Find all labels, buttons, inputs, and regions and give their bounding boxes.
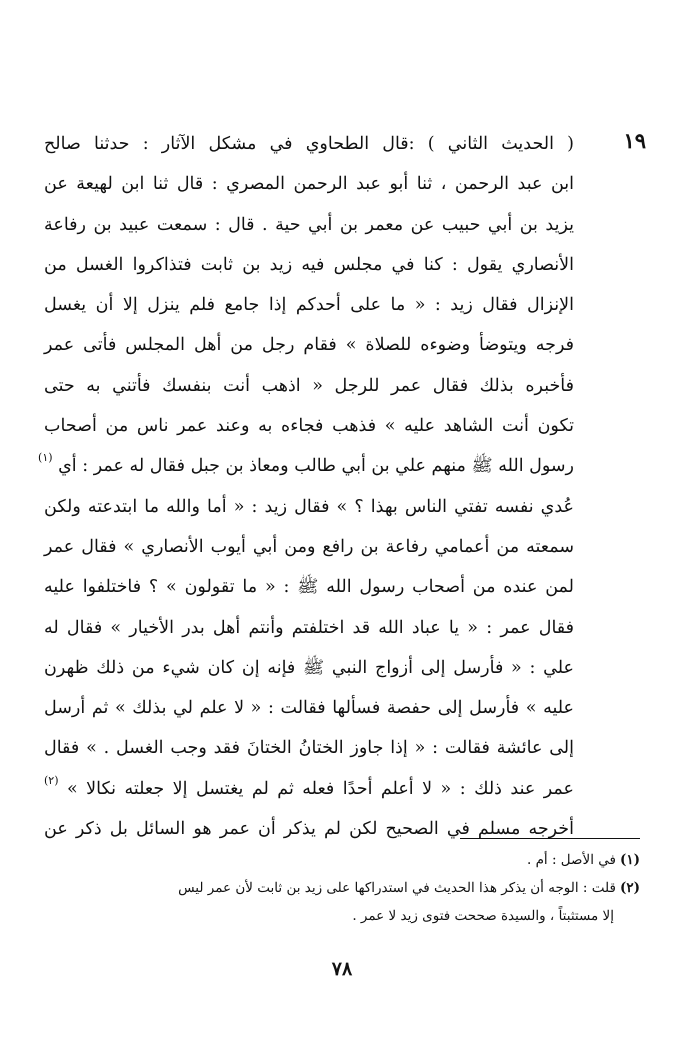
text-line: الإنزال فقال زيد : « ما على أحدكم إذا جامع فلم ينزل إلا أن يغسل: [44, 295, 574, 316]
footnote-number: (١): [619, 852, 640, 868]
footnote-marker-2: (٢): [44, 773, 59, 787]
text-line: يزيد بن أبي حبيب عن معمر بن أبي حية . قال : سمعت عبيد بن رفاعة: [44, 214, 574, 235]
page-number: ٧٨: [331, 958, 353, 980]
footnotes-block: [44, 846, 640, 930]
text-line: ابن عبد الرحمن ، ثنا أبو عبد الرحمن المصري : قال ثنا ابن لهيعة عن: [44, 174, 574, 195]
hadith-entry-number: ١٩: [623, 128, 646, 153]
main-text-block: [38, 124, 574, 849]
text-line: عُدي نفسه تفتي الناس بهذا ؟ » فقال زيد : « أما والله ما ابتدعته ولكن: [44, 496, 574, 517]
text-line: فأخبره بذلك فقال عمر للرجل « اذهب أنت بنفسك فأتني به حتى: [44, 375, 574, 396]
text-line: علي : « فأرسل إلى أزواج النبي ﷺ فإنه إن كان شيء من ذلك ظهرن: [44, 657, 574, 678]
text-line-with-footnote: [44, 769, 574, 809]
footnote-1: [44, 846, 640, 874]
text-line: عمر عند ذلك : « لا أعلم أحدًا فعله ثم لم يغتسل إلا جعلته نكالا »: [66, 778, 574, 799]
footnote-marker-1: (١): [38, 451, 53, 465]
footnote-text: قلت : الوجه أن يذكر هذا الحديث في استدراكها على زيد بن ثابت لأن عمر ليس: [178, 880, 616, 896]
text-line: فقال عمر : « يا عباد الله قد اختلفتم وأنتم أهل بدر الأخيار » فقال له: [44, 617, 574, 638]
text-line: رسول الله ﷺ منهم علي بن أبي طالب ومعاذ بن جبل فقال له عمر : أي: [58, 456, 574, 477]
footnote-number: (٢): [619, 880, 640, 896]
footnote-text: في الأصل : أم .: [526, 852, 616, 868]
footnote-divider: [460, 838, 640, 839]
text-line: ( الحديث الثاني ) :قال الطحاوي في مشكل الآثار : حدثنا صالح: [44, 134, 574, 154]
text-line: سمعته من أعمامي رفاعة بن رافع ومن أبي أيوب الأنصاري » فقال عمر: [44, 536, 574, 557]
text-line: أخرجه مسلم في الصحيح لكن لم يذكر أن عمر هو السائل بل ذكر عن: [44, 819, 574, 840]
text-line: عليه » فأرسل إلى حفصة فسألها فقالت : « لا علم لي بذلك » ثم أرسل: [44, 698, 574, 719]
text-line: تكون أنت الشاهد عليه » فذهب فجاءه به وعند عمر ناس من أصحاب: [44, 416, 574, 437]
text-line-with-footnote: [38, 446, 574, 486]
footnote-2: [44, 874, 640, 902]
text-line: لمن عنده من أصحاب رسول الله ﷺ : « ما تقولون » ؟ فاختلفوا عليه: [44, 577, 574, 598]
text-line: الأنصاري يقول : كنا في مجلس فيه زيد بن ثابت فتذاكروا الغسل من: [44, 254, 574, 275]
footnote-2-continuation: إلا مستثبتاً ، والسيدة صححت فتوى زيد لا عمر .: [352, 908, 614, 924]
text-line: فرجه ويتوضأ وضوءه للصلاة » فقام رجل من أهل المجلس فأتى عمر: [44, 335, 574, 356]
text-line: إلى عائشة فقالت : « إذا جاوز الختانُ الختانَ فقد وجب الغسل . » فقال: [44, 738, 574, 759]
